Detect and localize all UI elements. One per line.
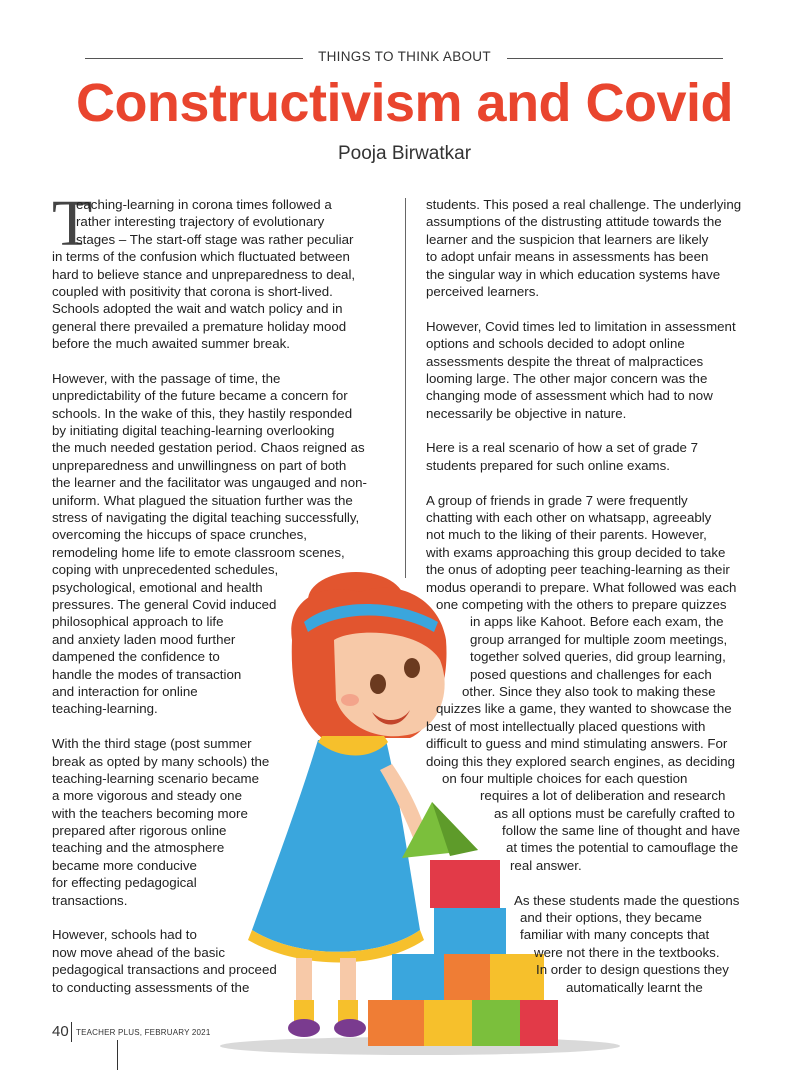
article-line: looming large. The other major concern was the (426, 370, 708, 386)
article-title: Constructivism and Covid (75, 73, 734, 133)
article-line: students. This posed a real challenge. The underlying (426, 197, 742, 212)
article-line: teaching-learning scenario became (52, 770, 259, 786)
article-line: necessarily be objective in nature. (426, 405, 627, 421)
article-line: coupled with positivity that corona is short-lived. (52, 283, 333, 299)
author-byline: Pooja Birwatkar (337, 143, 472, 164)
article-line: the singular way in which education systems have (426, 266, 721, 282)
article-line: with exams approaching this group decided to take (426, 544, 726, 560)
article-line: automatically learnt the (566, 979, 703, 995)
article-line: before the much awaited summer break. (52, 336, 290, 352)
article-line: hard to believe stance and unpreparedness to deal, (52, 266, 356, 282)
article-line: pressures. The general Covid induced (52, 596, 277, 612)
article-line: on four multiple choices for each question (442, 770, 688, 786)
article-line: with the teachers becoming more (52, 805, 248, 821)
article-line: other. Since they also took to making these (462, 683, 716, 699)
girl-sock-left (294, 1000, 314, 1022)
paragraph-gap (52, 909, 397, 926)
block-red-bottom (520, 1000, 558, 1046)
article-line: as all options must be carefully crafted to (494, 805, 735, 821)
girl-eye-right (404, 658, 420, 678)
article-line: difficult to guess and mind stimulating answers. For (426, 736, 728, 752)
article-line: in apps like Kahoot. Before each exam, the (470, 614, 724, 630)
paragraph-gap (426, 300, 766, 317)
column-divider (405, 198, 406, 578)
article-line: group arranged for multiple zoom meetings, (470, 631, 728, 647)
article-line: coping with unprecedented schedules, (52, 562, 279, 578)
article-line: to adopt unfair means in assessments has been (426, 249, 709, 265)
article-line: requires a lot of deliberation and research (480, 788, 726, 804)
article-line: However, with the passage of time, the (52, 370, 281, 386)
article-line: to conducting assessments of the (52, 979, 250, 995)
article-line: follow the same line of thought and have (502, 823, 741, 839)
article-line: assessments despite the threat of malpractices (426, 353, 704, 369)
article-line: unpreparedness and unwillingness on part of both (52, 457, 347, 473)
section-kicker: THINGS TO THINK ABOUT (318, 49, 491, 64)
article-line: Schools adopted the wait and watch policy and in (52, 301, 343, 317)
article-line: quizzes like a game, they wanted to showcase the (436, 701, 732, 717)
article-line: doing this they explored search engines, as deciding (426, 753, 735, 769)
block-yellow-bottom (424, 1000, 472, 1046)
drop-cap: T (52, 187, 93, 260)
article-line: As these students made the questions (514, 892, 740, 908)
article-line: real answer. (510, 857, 582, 873)
article-line: best of most intellectually placed questions with (426, 718, 706, 734)
article-line: by initiating digital teaching-learning overlooking (52, 423, 335, 439)
article-line: A group of friends in grade 7 were frequently (426, 492, 688, 508)
article-line: the onus of adopting peer teaching-learning as their (426, 562, 730, 578)
article-line: students prepared for such online exams. (426, 457, 670, 473)
article-line: However, schools had to (52, 927, 197, 943)
article-line: remodeling home life to emote classroom scenes, (52, 544, 345, 560)
article-line: became more conducive (52, 857, 197, 873)
article-line: now move ahead of the basic (52, 944, 225, 960)
article-line: Here is a real scenario of how a set of grade 7 (426, 440, 698, 456)
article-line: options and schools decided to adopt online (426, 336, 685, 352)
article-line: a more vigorous and steady one (52, 788, 242, 804)
girl-shoe-right (334, 1019, 366, 1037)
block-green-bottom (472, 1000, 520, 1046)
article-line: prepared after rigorous online (52, 823, 227, 839)
paragraph-gap (52, 353, 397, 370)
paragraph-gap (426, 422, 766, 439)
article-line: not much to the liking of their parents. However, (426, 527, 707, 543)
article-line: assumptions of the distrusting attitude towards the (426, 214, 722, 230)
article-line: stages – The start-off stage was rather peculiar (76, 231, 354, 247)
girl-shoe-left (288, 1019, 320, 1037)
article-line: In order to design questions they (536, 962, 729, 978)
girl-sock-right (338, 1000, 358, 1022)
article-line: philosophical approach to life (52, 614, 224, 630)
article-line: With the third stage (post summer (52, 736, 252, 752)
block-orange-bottom (368, 1000, 424, 1046)
article-line: psychological, emotional and health (52, 579, 263, 595)
article-line: eaching-learning in corona times followed a (76, 197, 332, 212)
article-line: posed questions and challenges for each (470, 666, 712, 682)
article-line: general there prevailed a premature holiday mood (52, 318, 347, 334)
article-line: overcoming the hiccups of space crunches, (52, 527, 307, 543)
article-line: uniform. What plagued the situation further was the (52, 492, 353, 508)
article-line: schools. In the wake of this, they hastily responded (52, 405, 353, 421)
article-line: and anxiety laden mood further (52, 631, 236, 647)
footer-separator (71, 1022, 72, 1042)
article-line: unpredictability of the future became a concern for (52, 388, 348, 404)
article-line: break as opted by many schools) the (52, 753, 270, 769)
article-line: handle the modes of transaction (52, 666, 242, 682)
article-line: transactions. (52, 892, 128, 908)
article-line: at times the potential to camouflage the (506, 840, 739, 856)
article-line: together solved queries, did group learning, (470, 649, 726, 665)
article-line: the much needed gestation period. Chaos reigned as (52, 440, 365, 456)
article-line: chatting with each other on whatsapp, agreeably (426, 510, 712, 526)
article-line: changing mode of assessment which had to now (426, 388, 713, 404)
article-line: were not there in the textbooks. (534, 944, 720, 960)
paragraph-gap (426, 474, 766, 491)
article-line: in terms of the confusion which fluctuated between (52, 249, 350, 265)
article-line: and interaction for online (52, 683, 198, 699)
article-line: for effecting pedagogical (52, 875, 197, 891)
article-right-column (426, 196, 766, 996)
article-line: stress of navigating the digital teaching successfully, (52, 510, 360, 526)
page-number: 40 (52, 1023, 69, 1040)
paragraph-gap (52, 718, 397, 735)
article-line: However, Covid times led to limitation in assessment (426, 318, 736, 334)
article-line: one competing with the others to prepare quizzes (436, 596, 727, 612)
article-line: pedagogical transactions and proceed (52, 962, 277, 978)
paragraph-gap (426, 874, 766, 891)
article-line: modus operandi to prepare. What followed was each (426, 579, 737, 595)
article-line: rather interesting trajectory of evolutionary (76, 214, 325, 230)
publication-info: TEACHER PLUS, FEBRUARY 2021 (76, 1028, 211, 1037)
article-line: and their options, they became (520, 910, 702, 926)
article-left-column (52, 196, 397, 996)
article-line: perceived learners. (426, 283, 540, 299)
article-line: learner and the suspicion that learners are likely (426, 231, 709, 247)
article-line: teaching and the atmosphere (52, 840, 225, 856)
article-line: dampened the confidence to (52, 649, 220, 665)
footer-rule (117, 1040, 118, 1070)
article-line: familiar with many concepts that (520, 927, 710, 943)
article-line: the learner and the facilitator was ungauged and non- (52, 475, 367, 491)
article-line: teaching-learning. (52, 701, 158, 717)
